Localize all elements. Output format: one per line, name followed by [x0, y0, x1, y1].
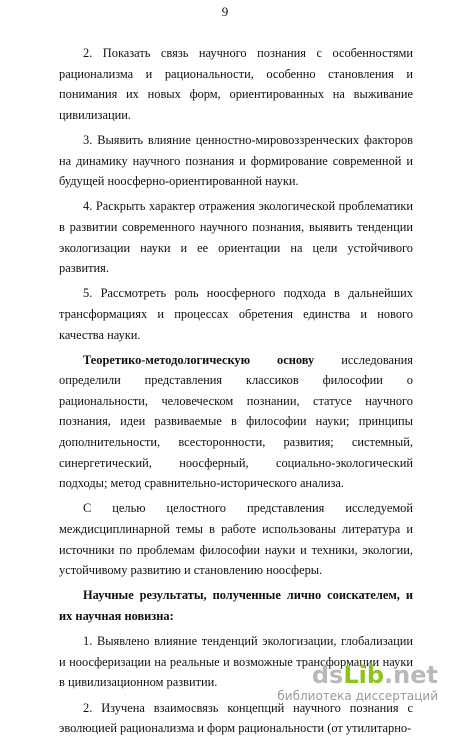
paragraph-task-3: 3. Выявить влияние ценностно-мировоззренческих факторов на динамику научного познания и формирование современной и будущей ноосферно-ориентированной науки. — [59, 132, 413, 189]
paragraph-sources: С целью целостного представления исследуемой междисциплинарной темы в работе использованы литература и источники по проблемам философии науки и техники, экологии, устойчивому развитию и становлению ноосферы. — [59, 501, 413, 578]
dslib-logo: dsLib.net — [311, 661, 438, 689]
methodology-text: исследования определили представления классиков философии о рациональности, человеческом познании, статусе научного познания, идеи развиваемые в философии науки; принципы дополнительности, всесторонности, развития; системный, синергетический, ноосферный, социально-экологический подходы; метод сравнительно-исторического анализа. — [59, 352, 413, 491]
paragraph-task-5: 5. Рассмотреть роль ноосферного подхода в дальнейших трансформациях и процессах обретения единства и нового качества науки. — [59, 286, 413, 342]
watermark-subtitle: библиотека диссертаций — [277, 689, 438, 703]
methodology-heading: Теоретико-методологическую основу — [83, 352, 315, 367]
document-body — [59, 43, 413, 743]
paragraph-methodology — [59, 350, 413, 494]
paragraph-result-1: 1. Выявлено влияние тенденций экологизации, глобализации и ноосферизации на реальные и возможные трансформации науки в цивилизационном развитии. — [59, 634, 413, 690]
paragraph-results-heading — [59, 585, 413, 626]
paragraph-result-2: 2. Изучена взаимосвязь концепций научного познания с эволюцией рационализма и форм рациональности (от утилитарно- — [59, 700, 413, 736]
paragraph-task-2: 2. Показать связь научного познания с особенностями рационализма и рациональности, особенно становления и понимания их новых форм, ориентированных на выживание цивилизации. — [59, 46, 413, 122]
dslib-watermark — [277, 662, 438, 703]
results-heading: Научные результаты, полученные лично соискателем, и их научная новизна: — [59, 588, 413, 623]
paragraph-task-4: 4. Раскрыть характер отражения экологической проблематики в развитии современного научного познания, выявить тенденции экологизации науки и ее ориентации на цели устойчивого развития. — [59, 199, 413, 276]
page-number: 9 — [221, 4, 229, 19]
